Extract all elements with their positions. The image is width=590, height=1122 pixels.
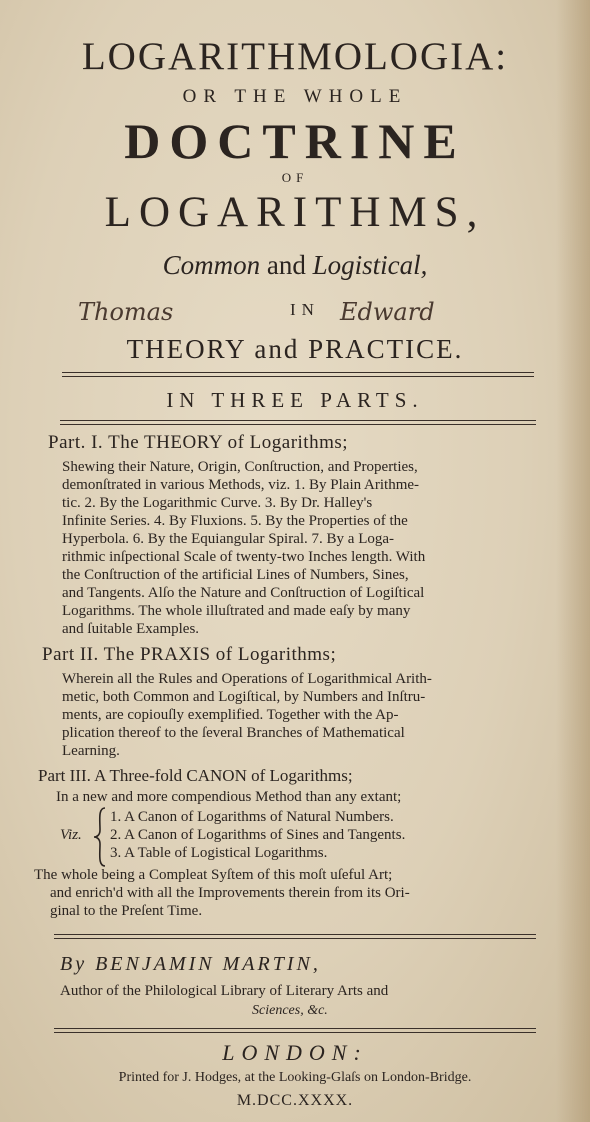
common-word: Common — [162, 250, 261, 280]
theory-practice-line: THEORY and PRACTICE. — [126, 334, 464, 364]
part1-line: and Tangents. Alſo the Nature and Conſtruction of Logiſtical — [62, 585, 425, 601]
of-word: OF — [281, 170, 309, 185]
part2-line: Learning. — [62, 743, 120, 759]
closing-line: The whole being a Compleat Syſtem of this moſt uſeful Art; — [34, 867, 393, 883]
canon-item: 2. A Canon of Logarithms of Sines and Tangents. — [110, 827, 406, 843]
closing-line: ginal to the Preſent Time. — [50, 903, 203, 919]
divider-rule — [54, 1032, 536, 1033]
handwritten-inscription-right: Edward — [340, 298, 435, 326]
imprint-date: M.DCC.XXXX. — [236, 1092, 354, 1109]
imprint-city: LONDON: — [222, 1040, 368, 1065]
logarithms-heading: LOGARITHMS, — [104, 189, 486, 236]
part1-line: the Conſtruction of the artificial Lines of Numbers, Sines, — [62, 567, 409, 583]
divider-rule — [62, 372, 534, 373]
part1-line: and ſuitable Examples. — [62, 621, 200, 637]
canon-item: 1. A Canon of Logarithms of Natural Numbers. — [110, 809, 394, 825]
divider-rule — [60, 420, 536, 421]
part1-line: rithmic inſpectional Scale of twenty-two Inches length. With — [62, 549, 426, 565]
logistical-word: Logistical, — [312, 250, 428, 280]
handwritten-inscription-left: Thomas — [78, 298, 174, 326]
divider-rule — [62, 376, 534, 377]
part2-line: metic, both Common and Logiſtical, by Numbers and Inſtru- — [62, 689, 426, 705]
closing-line: and enrich'd with all the Improvements therein from its Ori- — [50, 885, 410, 901]
part2-heading: Part II. The PRAXIS of Logarithms; — [42, 644, 337, 665]
part1-line: Shewing their Nature, Origin, Conſtruction, and Properties, — [62, 459, 418, 475]
canon-item: 3. A Table of Logistical Logarithms. — [110, 845, 328, 861]
divider-rule — [60, 424, 536, 425]
doctrine-heading: DOCTRINE — [124, 113, 466, 169]
part2-line: Wherein all the Rules and Operations of Logarithmical Arith- — [62, 671, 432, 687]
part1-line: Hyperbola. 6. By the Equiangular Spiral. 7. By a Loga- — [62, 531, 395, 547]
common-logistical-line — [0, 250, 590, 281]
part2-line: ments, are copiouſly exemplified. Together with the Ap- — [62, 707, 399, 723]
in-three-parts: IN THREE PARTS. — [166, 388, 424, 412]
viz-label: Viz. — [60, 827, 82, 843]
part3-heading: Part III. A Three-fold CANON of Logarithms; — [38, 766, 353, 785]
divider-rule — [54, 938, 536, 939]
part1-line: Infinite Series. 4. By Fluxions. 5. By the Properties of the — [62, 513, 408, 529]
author-name: By BENJAMIN MARTIN, — [60, 953, 321, 975]
part1-line: Logarithms. The whole illuſtrated and made eaſy by many — [62, 603, 411, 619]
part2-line: plication thereof to the ſeveral Branches of Mathematical — [62, 725, 405, 741]
author-description-end: Sciences, &c. — [252, 1003, 328, 1018]
subtitle-or-the-whole: OR THE WHOLE — [182, 86, 408, 107]
imprint-printer: Printed for J. Hodges, at the Looking-Glaſs on London-Bridge. — [118, 1070, 472, 1085]
divider-rule — [54, 1028, 536, 1029]
brace-icon — [92, 806, 108, 868]
main-title: LOGARITHMOLOGIA: — [81, 35, 509, 78]
part1-heading: Part. I. The THEORY of Logarithms; — [48, 432, 349, 453]
part3-line: In a new and more compendious Method than any extant; — [56, 789, 402, 805]
part1-line: demonſtrated in various Methods, viz. 1. By Plain Arithme- — [62, 477, 420, 493]
in-word: IN — [290, 300, 320, 319]
divider-rule — [54, 934, 536, 935]
author-description: Author of the Philological Library of Literary Arts and — [60, 983, 389, 999]
part1-line: tic. 2. By the Logarithmic Curve. 3. By Dr. Halley's — [62, 495, 373, 511]
and-word: and — [266, 250, 306, 280]
